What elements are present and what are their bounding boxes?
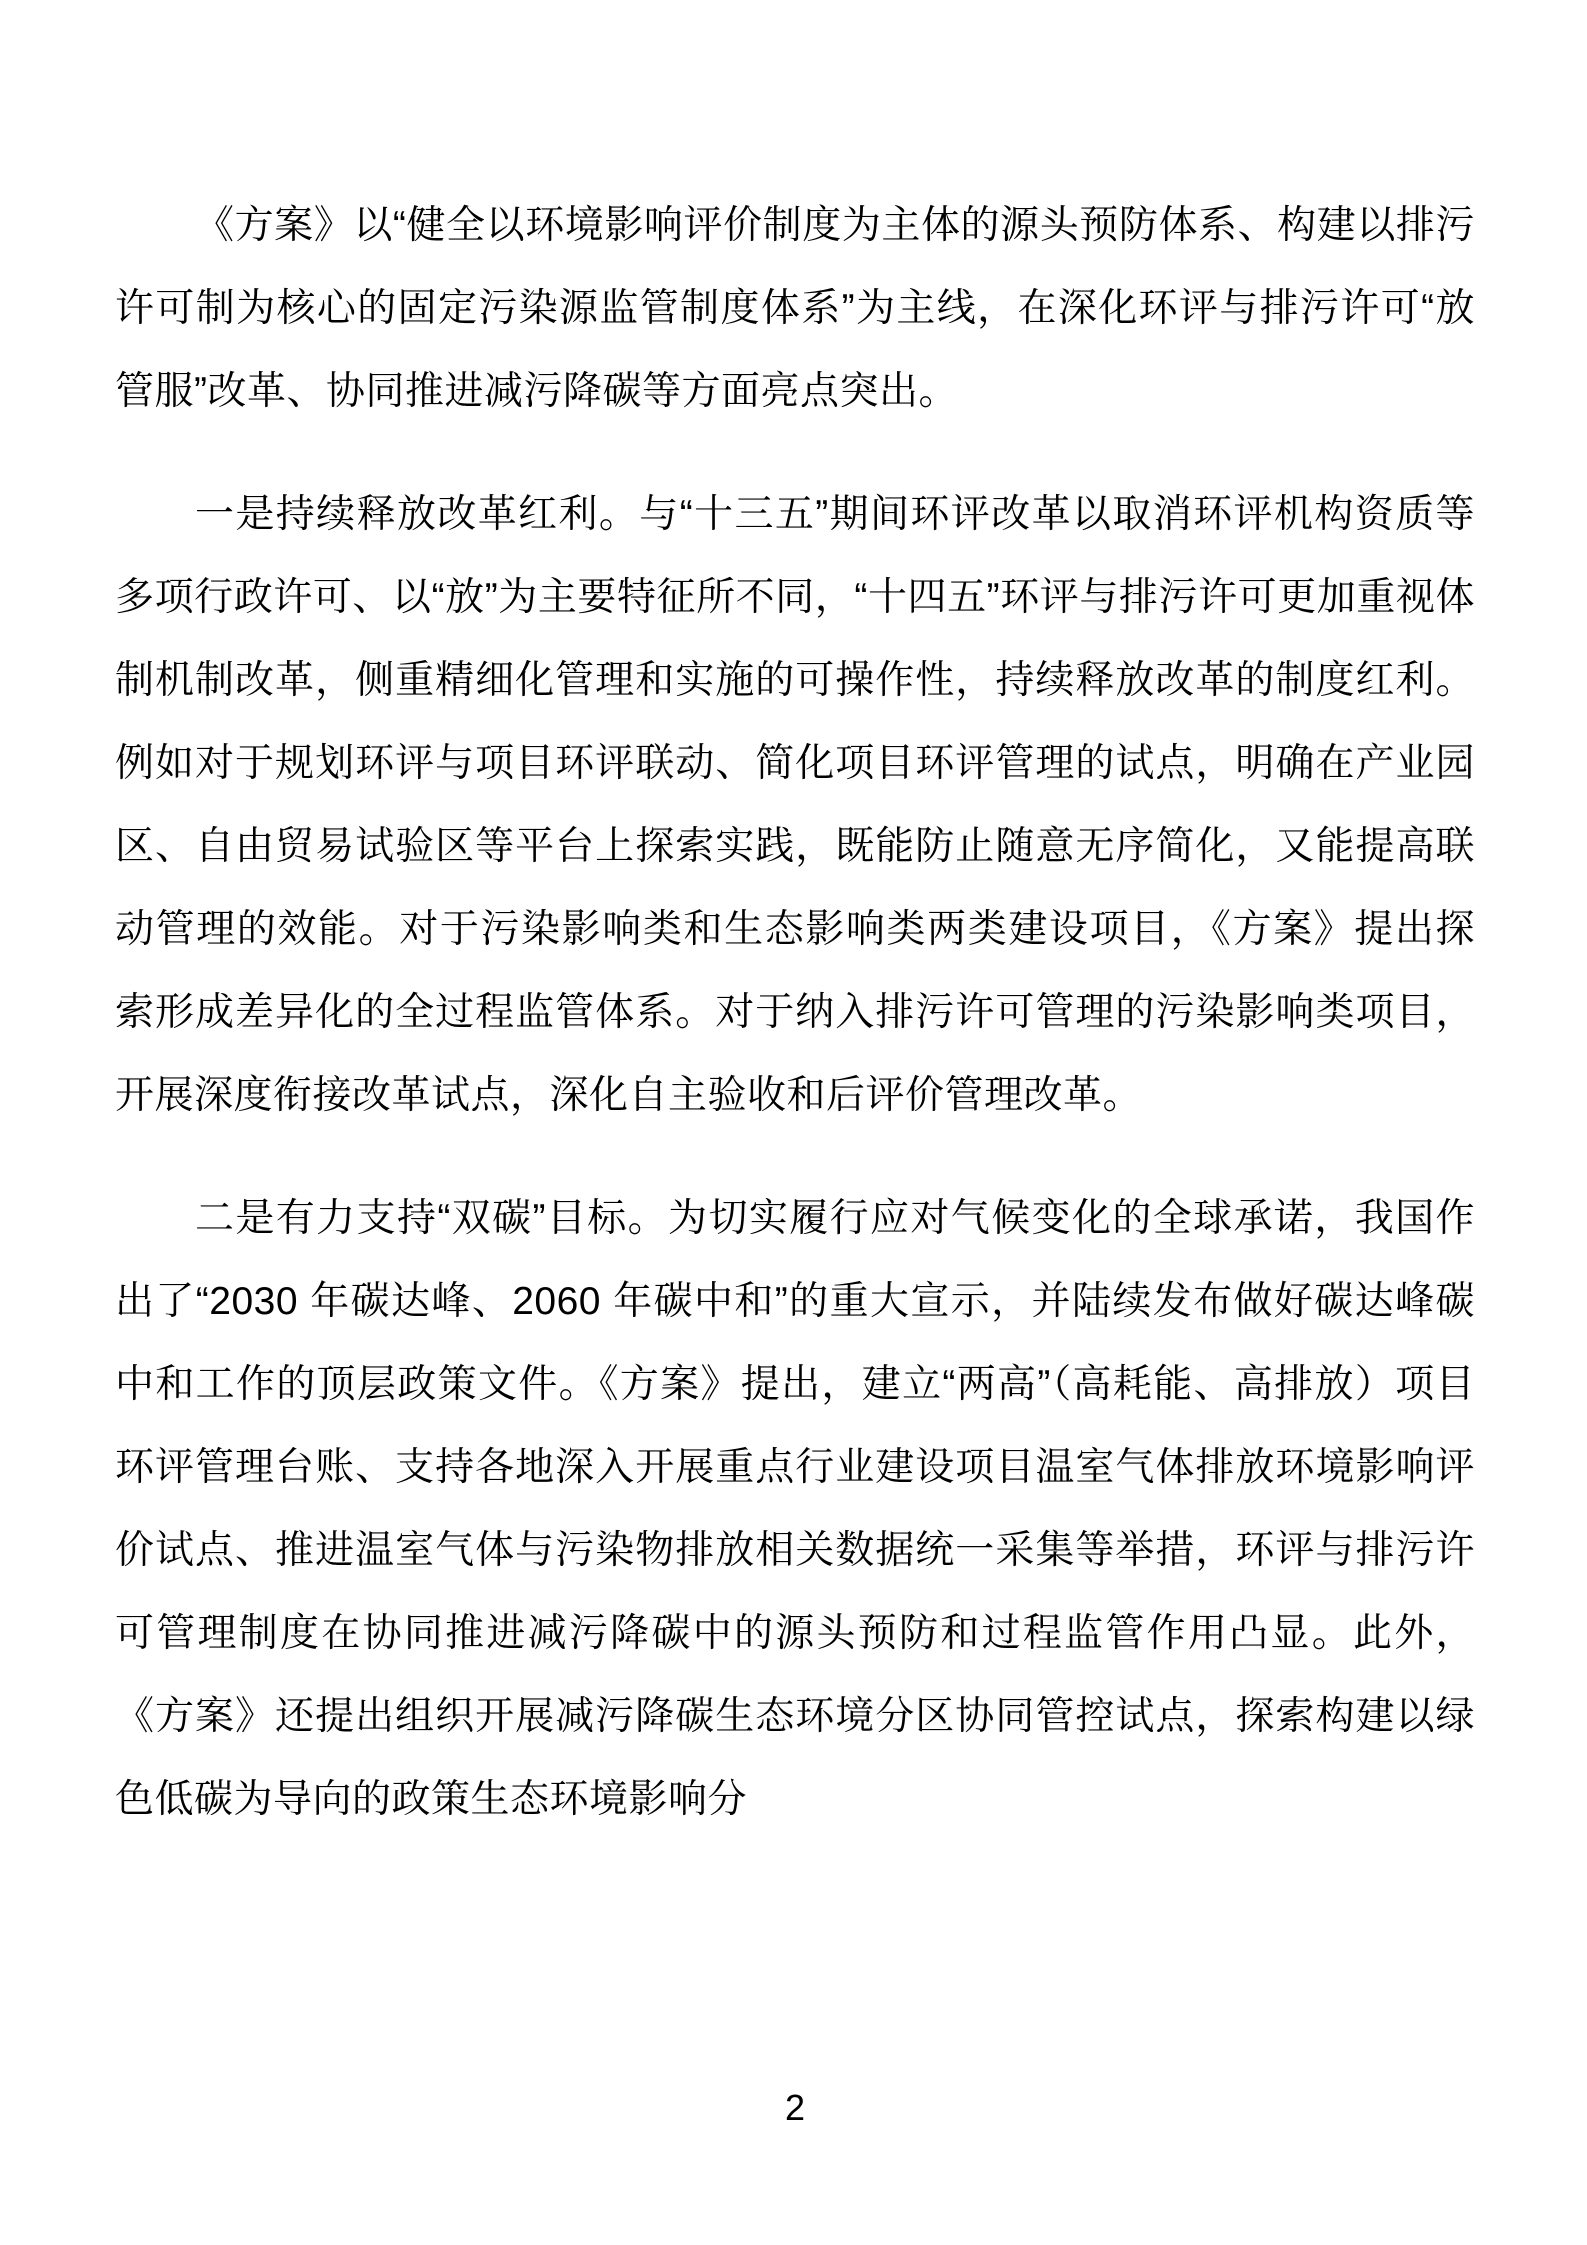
paragraph-point-one: 一是持续释放改革红利。与“十三五”期间环评改革以取消环评机构资质等多项行政许可、以“放”为主要特征所不同，“十四五”环评与排污许可更加重视体制机制改革，侧重精细化管理和实施的可操作性，持续释放改革的制度红利。例如对于规划环评与项目环评联动、简化项目环评管理的试点，明确在产业园区、自由贸易试验区等平台上探索实践，既能防止随意无序简化，又能提高联动管理的效能。对于污染影响类和生态影响类两类建设项目，《方案》提出探索形成差异化的全过程监管体系。对于纳入排污许可管理的污染影响类项目，开展深度衔接改革试点，深化自主验收和后评价管理改革。 — [115, 493, 1475, 1117]
paragraph-intro: 《方案》以“健全以环境影响评价制度为主体的源头预防体系、构建以排污许可制为核心的固定污染源监管制度体系”为主线，在深化环评与排污许可“放管服”改革、协同推进减污降碳等方面亮点突出。 — [115, 204, 1475, 413]
paragraph-point-two: 二是有力支持“双碳”目标。为切实履行应对气候变化的全球承诺，我国作出了“2030 年碳达峰、2060 年碳中和”的重大宣示，并陆续发布做好碳达峰碳中和工作的顶层政策文件。《方案》提出，建立“两高”（高耗能、高排放）项目环评管理台账、支持各地深入开展重点行业建设项目温室气体排放环境影响评价试点、推进温室气体与污染物排放相关数据统一采集等举措，环评与排污许可管理制度在协同推进减污降碳中的源头预防和过程监管作用凸显。此外，《方案》还提出组织开展减污降碳生态环境分区协同管控试点，探索构建以绿色低碳为导向的政策生态环境影响分 — [115, 1197, 1475, 1821]
document-body — [115, 184, 1475, 1881]
page-number: 2 — [784, 2087, 806, 2128]
